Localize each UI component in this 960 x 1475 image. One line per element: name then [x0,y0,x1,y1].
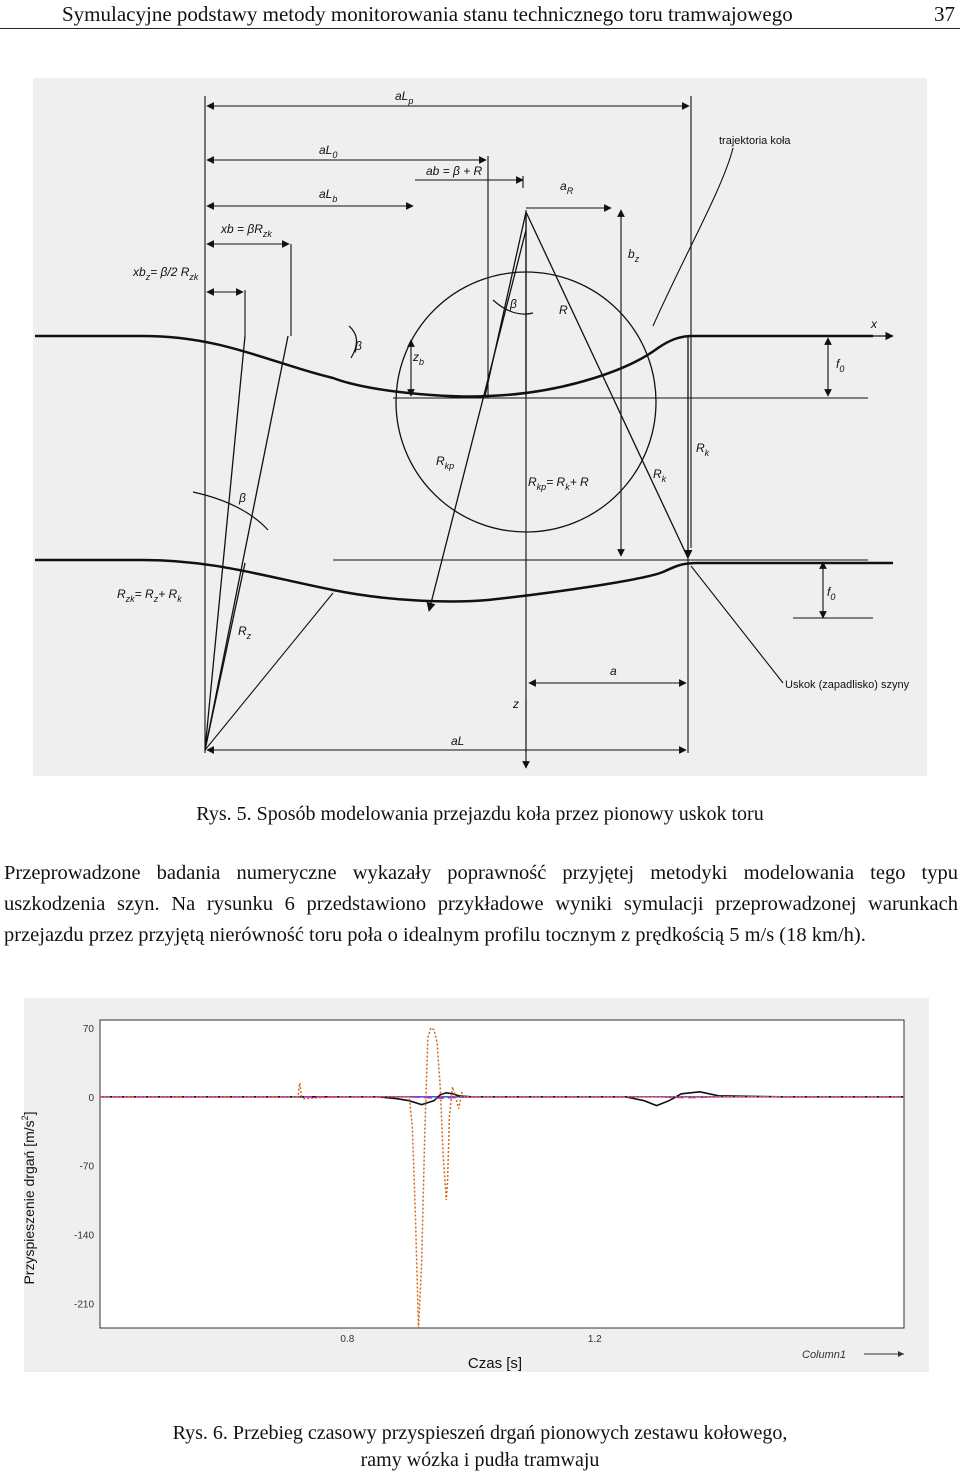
line-Rz2 [205,336,288,750]
label-f0-bottom: $f_0$ [827,585,836,602]
y-tick-label: -210 [73,1299,94,1311]
figure-6 [20,998,929,1372]
y-tick-label: 70 [82,1023,94,1035]
page-header [0,0,960,30]
y-tick-label: -70 [79,1161,94,1173]
label-xb: xb = $\beta R_{zk}$ [221,222,272,239]
line-Rz3 [205,593,333,750]
label-R: R [559,303,568,317]
label-a: a [610,664,617,678]
label-Rk: $R_k$ [653,467,667,484]
body-paragraph: Przeprowadzone badania numeryczne wykazały poprawność przyjętej metodyki modelowania tego typu uszkodzenia szyn. Na rysunku 6 przedstawiono przykładowe wyniki symulacji przeprowadzonej warunkach przejazdu przez przyjętą nierówność toru poła o idealnym profilu tocznym z prędkością 5 m/s (18 km/h). [4,862,958,946]
label-aL0: $aL_0$ [319,143,338,160]
label-ab: ab = β + R [426,164,483,178]
label-bz: $b_z$ [628,247,640,264]
label-Rkp: $R_{kp}$ [436,454,455,471]
beta-arc-2 [193,492,268,530]
figure-6-caption-line-2: ramy wózka i pudła tramwaju [360,1449,600,1471]
y-axis-label: Przyspieszenie drgań $[m/s^2]$ [20,1111,37,1285]
label-aR: $a_R$ [560,179,574,196]
trajectory-curve [35,336,873,396]
x-tick-label: 0.8 [340,1334,355,1345]
label-aLb: $aL_b$ [319,187,338,204]
page-number: 37 [934,2,955,26]
label-aL: aL [451,734,465,748]
uskok-leader [691,566,783,683]
figure-5-diagram [33,78,927,776]
label-zb: $z_b$ [413,350,425,367]
x-tick-label: 1.2 [587,1334,602,1345]
legend-arrow-head [898,1351,904,1357]
figure-5 [33,78,927,776]
figure-5-caption: Rys. 5. Sposób modelowania przejazdu koła przez pionowy uskok toru [196,803,764,825]
label-aLp: $aL_p$ [395,89,414,106]
label-Rz: $R_z$ [238,624,252,641]
label-x: x [871,317,877,331]
trajectory-leader [653,148,733,326]
running-title: Symulacyjne podstawy metody monitorowania stanu technicznego toru tramwajowego [62,2,793,26]
label-z: z [513,697,519,711]
label-beta-2: β [239,491,246,505]
label-uskok: Uskok (zapadlisko) szyny [785,679,910,691]
x-axis-label: Czas [s] [467,1355,523,1372]
y-tick-label: -140 [73,1230,94,1242]
label-trajektoria: trajektoria koła [719,135,791,147]
line-Rzk [205,336,245,750]
label-Rk-right: $R_k$ [696,441,710,458]
label-xbz: $xb_z= \beta/2$ $R_{zk}$ [133,265,199,282]
figure-6-caption-line-1: Rys. 6. Przebieg czasowy przyspieszeń drgań pionowych zestawu kołowego, [172,1422,788,1444]
label-beta-3: β [510,297,517,311]
header-rule [0,28,960,29]
label-Rzk: $R_{zk}= R_z+ R_k$ [117,587,182,604]
radius-Rkp [429,230,526,611]
label-f0-top: $f_0$ [836,357,845,374]
radius-right [526,212,688,558]
label-beta-1: β [355,339,362,353]
label-Rkp-eq: $R_{kp}= R_k+ R$ [528,475,589,492]
y-tick-label: 0 [88,1092,94,1104]
plot-area [100,1020,904,1328]
legend-label: Column1 [802,1349,847,1361]
acceleration-chart [20,998,929,1372]
